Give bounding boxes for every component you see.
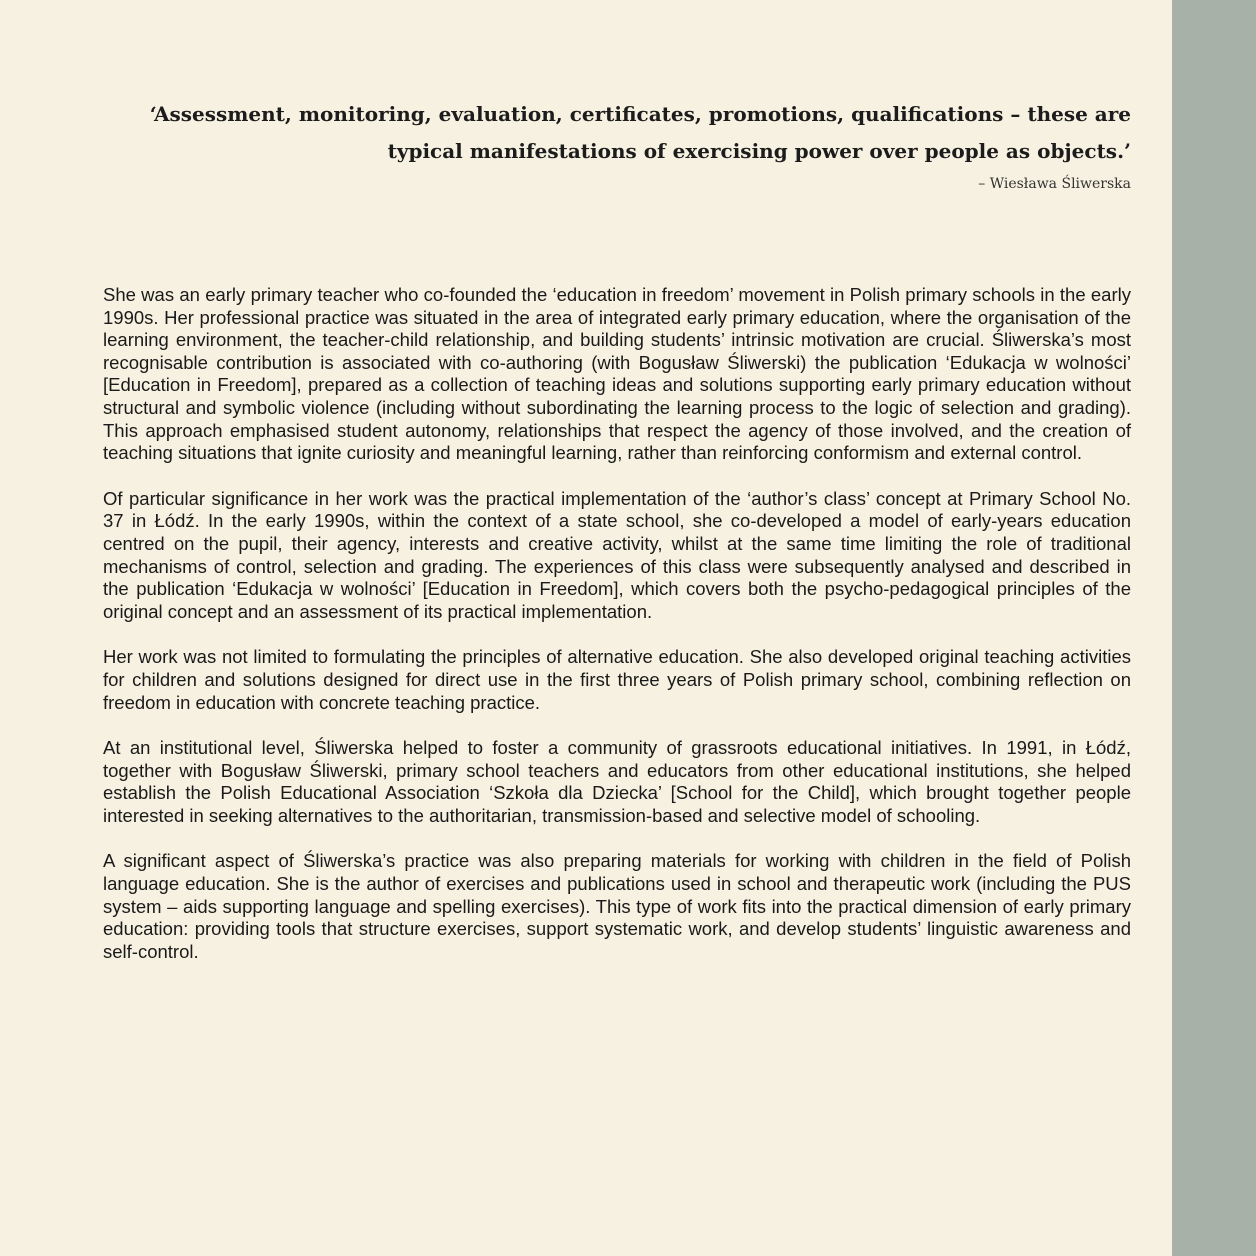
paragraph: Her work was not limited to formulating the principles of alternative education. She also developed original teaching activities for children and solutions designed for direct use in the first three years of Polish primary school, combining reflection on freedom in education with concrete teaching practice.	[103, 646, 1131, 713]
side-stripe	[1172, 0, 1256, 1256]
paragraph: A significant aspect of Śliwerska’s practice was also preparing materials for working with children in the field of Polish language education. She is the author of exercises and publications used in school and therapeutic work (including the PUS system – aids supporting language and spelling exercises). This type of work fits into the practical dimension of early primary education: providing tools that structure exercises, support systematic work, and develop students’ linguistic awareness and self-control.	[103, 850, 1131, 962]
paragraph: Of particular significance in her work was the practical implementation of the ‘author’s class’ concept at Primary School No. 37 in Łódź. In the early 1990s, within the context of a state school, she co-developed a model of early-years education centred on the pupil, their agency, interests and creative activity, whilst at the same time limiting the role of traditional mechanisms of control, selection and grading. The experiences of this class were subsequently analysed and described in the publication ‘Edukacja w wolności’ [Education in Freedom], which covers both the psycho-pedagogical principles of the original concept and an assessment of its practical implementation.	[103, 487, 1131, 622]
paragraph: She was an early primary teacher who co-founded the ‘education in freedom’ movement in Polish primary schools in the early 1990s. Her professional practice was situated in the area of integrated early primary education, where the organisation of the learning environment, the teacher-child relationship, and building students’ intrinsic motivation are crucial. Śliwerska’s most recognisable contribution is associated with co-authoring (with Bogusław Śliwerski) the publication ‘Edukacja w wolności’ [Education in Freedom], prepared as a collection of teaching ideas and solutions supporting early primary education without structural and symbolic violence (including without subordinating the learning process to the logic of selection and grading). This approach emphasised student autonomy, relationships that respect the agency of those involved, and the creation of teaching situations that ignite curiosity and meaningful learning, rather than reinforcing conformism and external control.	[103, 284, 1131, 464]
page-content	[103, 96, 1131, 986]
body-text	[103, 284, 1131, 963]
quote-author: – Wiesława Śliwerska	[978, 176, 1131, 192]
paragraph: At an institutional level, Śliwerska helped to foster a community of grassroots educational initiatives. In 1991, in Łódź, together with Bogusław Śliwerski, primary school teachers and educators from other educational institutions, she helped establish the Polish Educational Association ‘Szkoła dla Dziecka’ [School for the Child], which brought together people interested in seeking alternatives to the authoritarian, transmission-based and selective model of schooling.	[103, 737, 1131, 826]
quote-block	[103, 96, 1131, 194]
quote-text: ‘Assessment, monitoring, evaluation, certificates, promotions, qualifications – these are typical manifestations of exercising power over people as objects.’	[149, 102, 1131, 163]
